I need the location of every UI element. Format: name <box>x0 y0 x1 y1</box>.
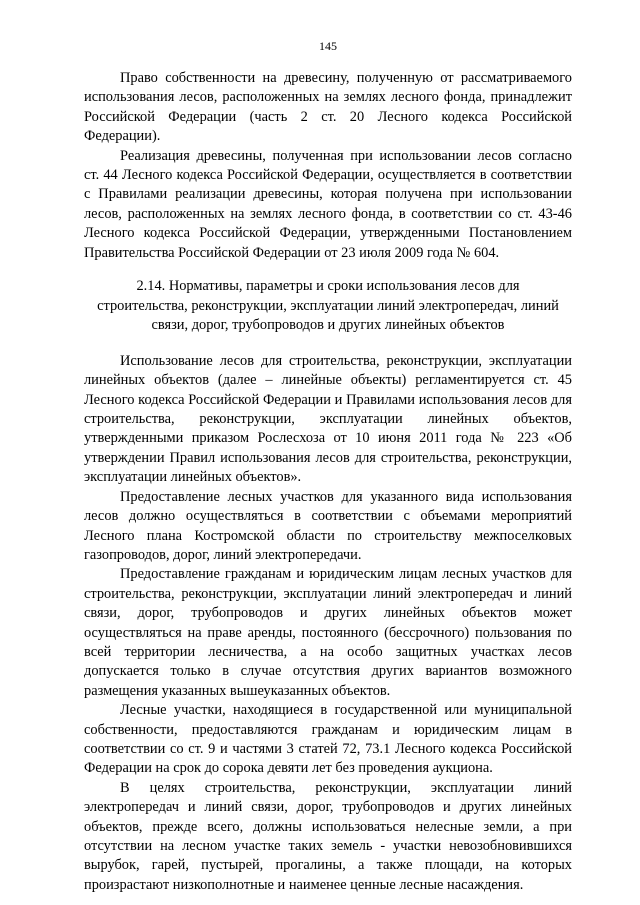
paragraph-plot-provision: Предоставление лесных участков для указанного вида использования лесов должно осуществляться в соответствии с объемами мероприятий Лесного плана Костромской области по строительству межпоселковых газопроводов, дорог, линий электропередачи. <box>84 488 572 563</box>
paragraph-state-property: Лесные участки, находящиеся в государственной или муниципальной собственности, предоставляются гражданам и юридическим лицам в соответствии со ст. 9 и частями 3 статей 72, 73.1 Лесного кодекса Российской Федерации на срок до сорока девяти лет без проведения аукциона. <box>84 702 572 777</box>
section-heading <box>84 277 572 336</box>
section-heading-line: 2.14. Нормативы, параметры и сроки использования лесов для <box>136 278 520 295</box>
section-heading-line: связи, дорог, трубопроводов и других линейных объектов <box>151 317 505 334</box>
paragraph-linear-objects-use: Использование лесов для строительства, реконструкции, эксплуатации линейных объектов (далее – линейные объекты) регламентируется ст. 45 Лесного кодекса Российской Федерации и Правилами использования лесов для строительства, реконструкции, эксплуатации линейных объектов, утвержденными приказом Рослесхоза от 10 июня 2011 года № 223 «Об утверждении Правил использования лесов для строительства, реконструкции, эксплуатации линейных объектов». <box>84 352 572 486</box>
paragraph-lease-rights: Предоставление гражданам и юридическим лицам лесных участков для строительства, реконструкции, эксплуатации линий электропередач и линий связи, дорог, трубопроводов и других линейных объектов может осуществляться на праве аренды, постоянного (бессрочного) пользования по всей территории лесничества, а на особо защитных участках лесов допускается только в случае отсутствия других вариантов возможного размещения указанных вышеуказанных объектов. <box>84 566 572 699</box>
paragraph-non-forest-lands: В целях строительства, реконструкции, эксплуатации линий электропередач и линий связи, дорог, трубопроводов и других линейных объектов, прежде всего, должны использоваться нелесные земли, а при отсутствии на лесном участке таких земель - участки невозобновившихся вырубок, гарей, пустырей, прогалины, а также площади, на которых произрастают низкополнотные и наименее ценные лесные насаждения. <box>84 779 572 893</box>
page-number: 145 <box>319 39 337 53</box>
section-heading-line: строительства, реконструкции, эксплуатации линий электропередач, линий <box>97 297 559 314</box>
paragraph-timber-sale: Реализация древесины, полученная при использовании лесов согласно ст. 44 Лесного кодекса Российской Федерации, осуществляется в соответствии с Правилами реализации древесины, которая получена при использовании лесов, расположенных на землях лесного фонда, в соответствии со ст. 43-46 Лесного кодекса Российской Федерации, утвержденными Постановлением Правительства Российской Федерации от 23 июля 2009 года № 604. <box>84 147 572 261</box>
paragraph-ownership: Право собственности на древесину, полученную от рассматриваемого использования лесов, расположенных на землях лесного фонда, принадлежит Российской Федерации (часть 2 ст. 20 Лесного кодекса Российской Федерации). <box>84 70 572 145</box>
document-page <box>84 38 572 895</box>
